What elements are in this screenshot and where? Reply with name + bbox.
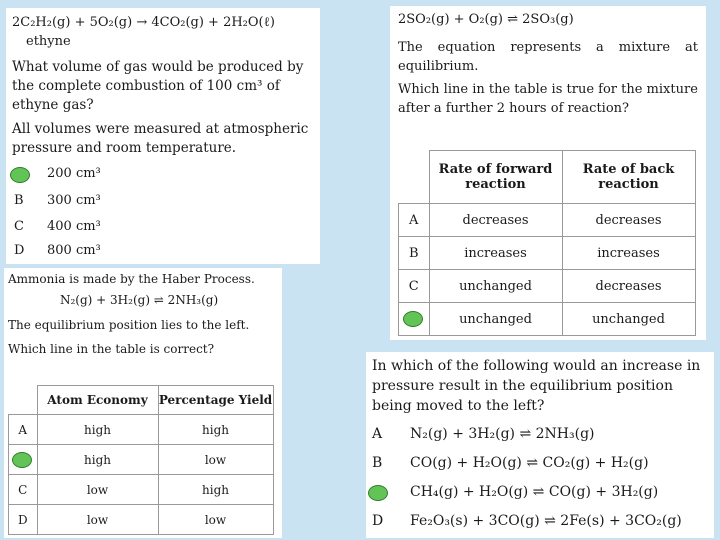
q3-equation: 2SO₂(g) + O₂(g) ⇌ 2SO₃(g) <box>398 12 574 27</box>
q1-option-d-text: 800 cm³ <box>47 243 101 258</box>
question-3-panel <box>390 6 706 340</box>
q1-option-b-letter: B <box>14 193 24 208</box>
q3-question: Which line in the table is true for the mixture after a further 2 hours of reaction? <box>398 82 698 116</box>
q3-row-b-forward: increases <box>429 237 562 270</box>
q1-option-c-text: 400 cm³ <box>47 219 101 234</box>
table-row[interactable] <box>9 445 274 475</box>
q2-intro: Ammonia is made by the Haber Process. <box>8 272 255 286</box>
q4-option-c-text: CH₄(g) + H₂O(g) ⇌ CO(g) + 3H₂(g) <box>410 484 659 500</box>
table-row[interactable] <box>399 303 696 336</box>
q3-row-c-forward: unchanged <box>429 270 562 303</box>
q2-row-c-atom-economy: low <box>37 475 158 505</box>
q2-row-a-atom-economy: high <box>37 415 158 445</box>
q2-table-corner <box>9 386 38 415</box>
q1-note: All volumes were measured at atmospheric pressure and room temperature. <box>12 121 309 156</box>
q1-equation: 2C₂H₂(g) + 5O₂(g) → 4CO₂(g) + 2H₂O(ℓ) <box>12 15 275 30</box>
q3-table-corner <box>399 151 430 204</box>
q4-option-d-letter: D <box>372 513 384 529</box>
q4-option-d-text: Fe₂O₃(s) + 3CO(g) ⇌ 2Fe(s) + 3CO₂(g) <box>410 513 682 529</box>
q2-row-d-letter: D <box>9 505 38 535</box>
q3-header-back-rate: Rate of back reaction <box>562 151 695 204</box>
q2-statement: The equilibrium position lies to the left. <box>8 318 250 332</box>
q1-option-b-text: 300 cm³ <box>47 193 101 208</box>
q4-option-a-text: N₂(g) + 3H₂(g) ⇌ 2NH₃(g) <box>410 426 595 442</box>
q1-option-d-letter: D <box>14 243 25 258</box>
table-row[interactable] <box>399 204 696 237</box>
correct-answer-marker <box>12 452 32 468</box>
table-row[interactable] <box>399 270 696 303</box>
q3-row-a-back: decreases <box>562 204 695 237</box>
q3-statement: The equation represents a mixture at equilibrium. <box>398 40 698 74</box>
table-row[interactable] <box>9 505 274 535</box>
q2-header-atom-economy: Atom Economy <box>37 386 158 415</box>
table-row[interactable] <box>9 475 274 505</box>
q2-row-b-atom-economy: high <box>37 445 158 475</box>
q1-question: What volume of gas would be produced by the complete combustion of 100 cm³ of ethyne gas? <box>12 59 304 113</box>
q4-option-b-letter: B <box>372 455 383 471</box>
q2-row-d-atom-economy: low <box>37 505 158 535</box>
q3-row-a-letter: A <box>399 204 430 237</box>
q2-equation: N₂(g) + 3H₂(g) ⇌ 2NH₃(g) <box>60 293 219 307</box>
table-row[interactable] <box>399 237 696 270</box>
q2-row-b-marker-cell <box>9 445 38 475</box>
correct-answer-marker <box>10 167 30 183</box>
correct-answer-marker <box>368 485 388 501</box>
q3-row-b-letter: B <box>399 237 430 270</box>
q4-option-a-letter: A <box>372 426 383 442</box>
q1-option-a-text: 200 cm³ <box>47 166 101 181</box>
question-4-panel <box>366 352 714 538</box>
question-2-panel <box>4 268 282 538</box>
q3-header-forward-rate: Rate of forward reaction <box>429 151 562 204</box>
table-row[interactable] <box>9 415 274 445</box>
q2-row-c-letter: C <box>9 475 38 505</box>
q1-option-c-letter: C <box>14 219 24 234</box>
q3-row-d-marker-cell <box>399 303 430 336</box>
question-1-panel <box>6 8 320 264</box>
q2-row-a-letter: A <box>9 415 38 445</box>
q1-reactant-name: ethyne <box>26 34 71 49</box>
q2-header-percentage-yield: Percentage Yield <box>158 386 273 415</box>
q2-row-d-yield: low <box>158 505 273 535</box>
q3-row-d-back: unchanged <box>562 303 695 336</box>
q4-question: In which of the following would an increase in pressure result in the equilibrium position being moved to the left? <box>372 358 701 414</box>
q3-row-b-back: increases <box>562 237 695 270</box>
q2-row-c-yield: high <box>158 475 273 505</box>
q3-row-a-forward: decreases <box>429 204 562 237</box>
q4-option-b-text: CO(g) + H₂O(g) ⇌ CO₂(g) + H₂(g) <box>410 455 649 471</box>
q2-table <box>8 385 274 535</box>
q2-question: Which line in the table is correct? <box>8 342 215 356</box>
q3-row-c-back: decreases <box>562 270 695 303</box>
correct-answer-marker <box>403 311 423 327</box>
q3-row-d-forward: unchanged <box>429 303 562 336</box>
q3-table <box>398 150 696 336</box>
q2-row-a-yield: high <box>158 415 273 445</box>
q2-row-b-yield: low <box>158 445 273 475</box>
q3-row-c-letter: C <box>399 270 430 303</box>
